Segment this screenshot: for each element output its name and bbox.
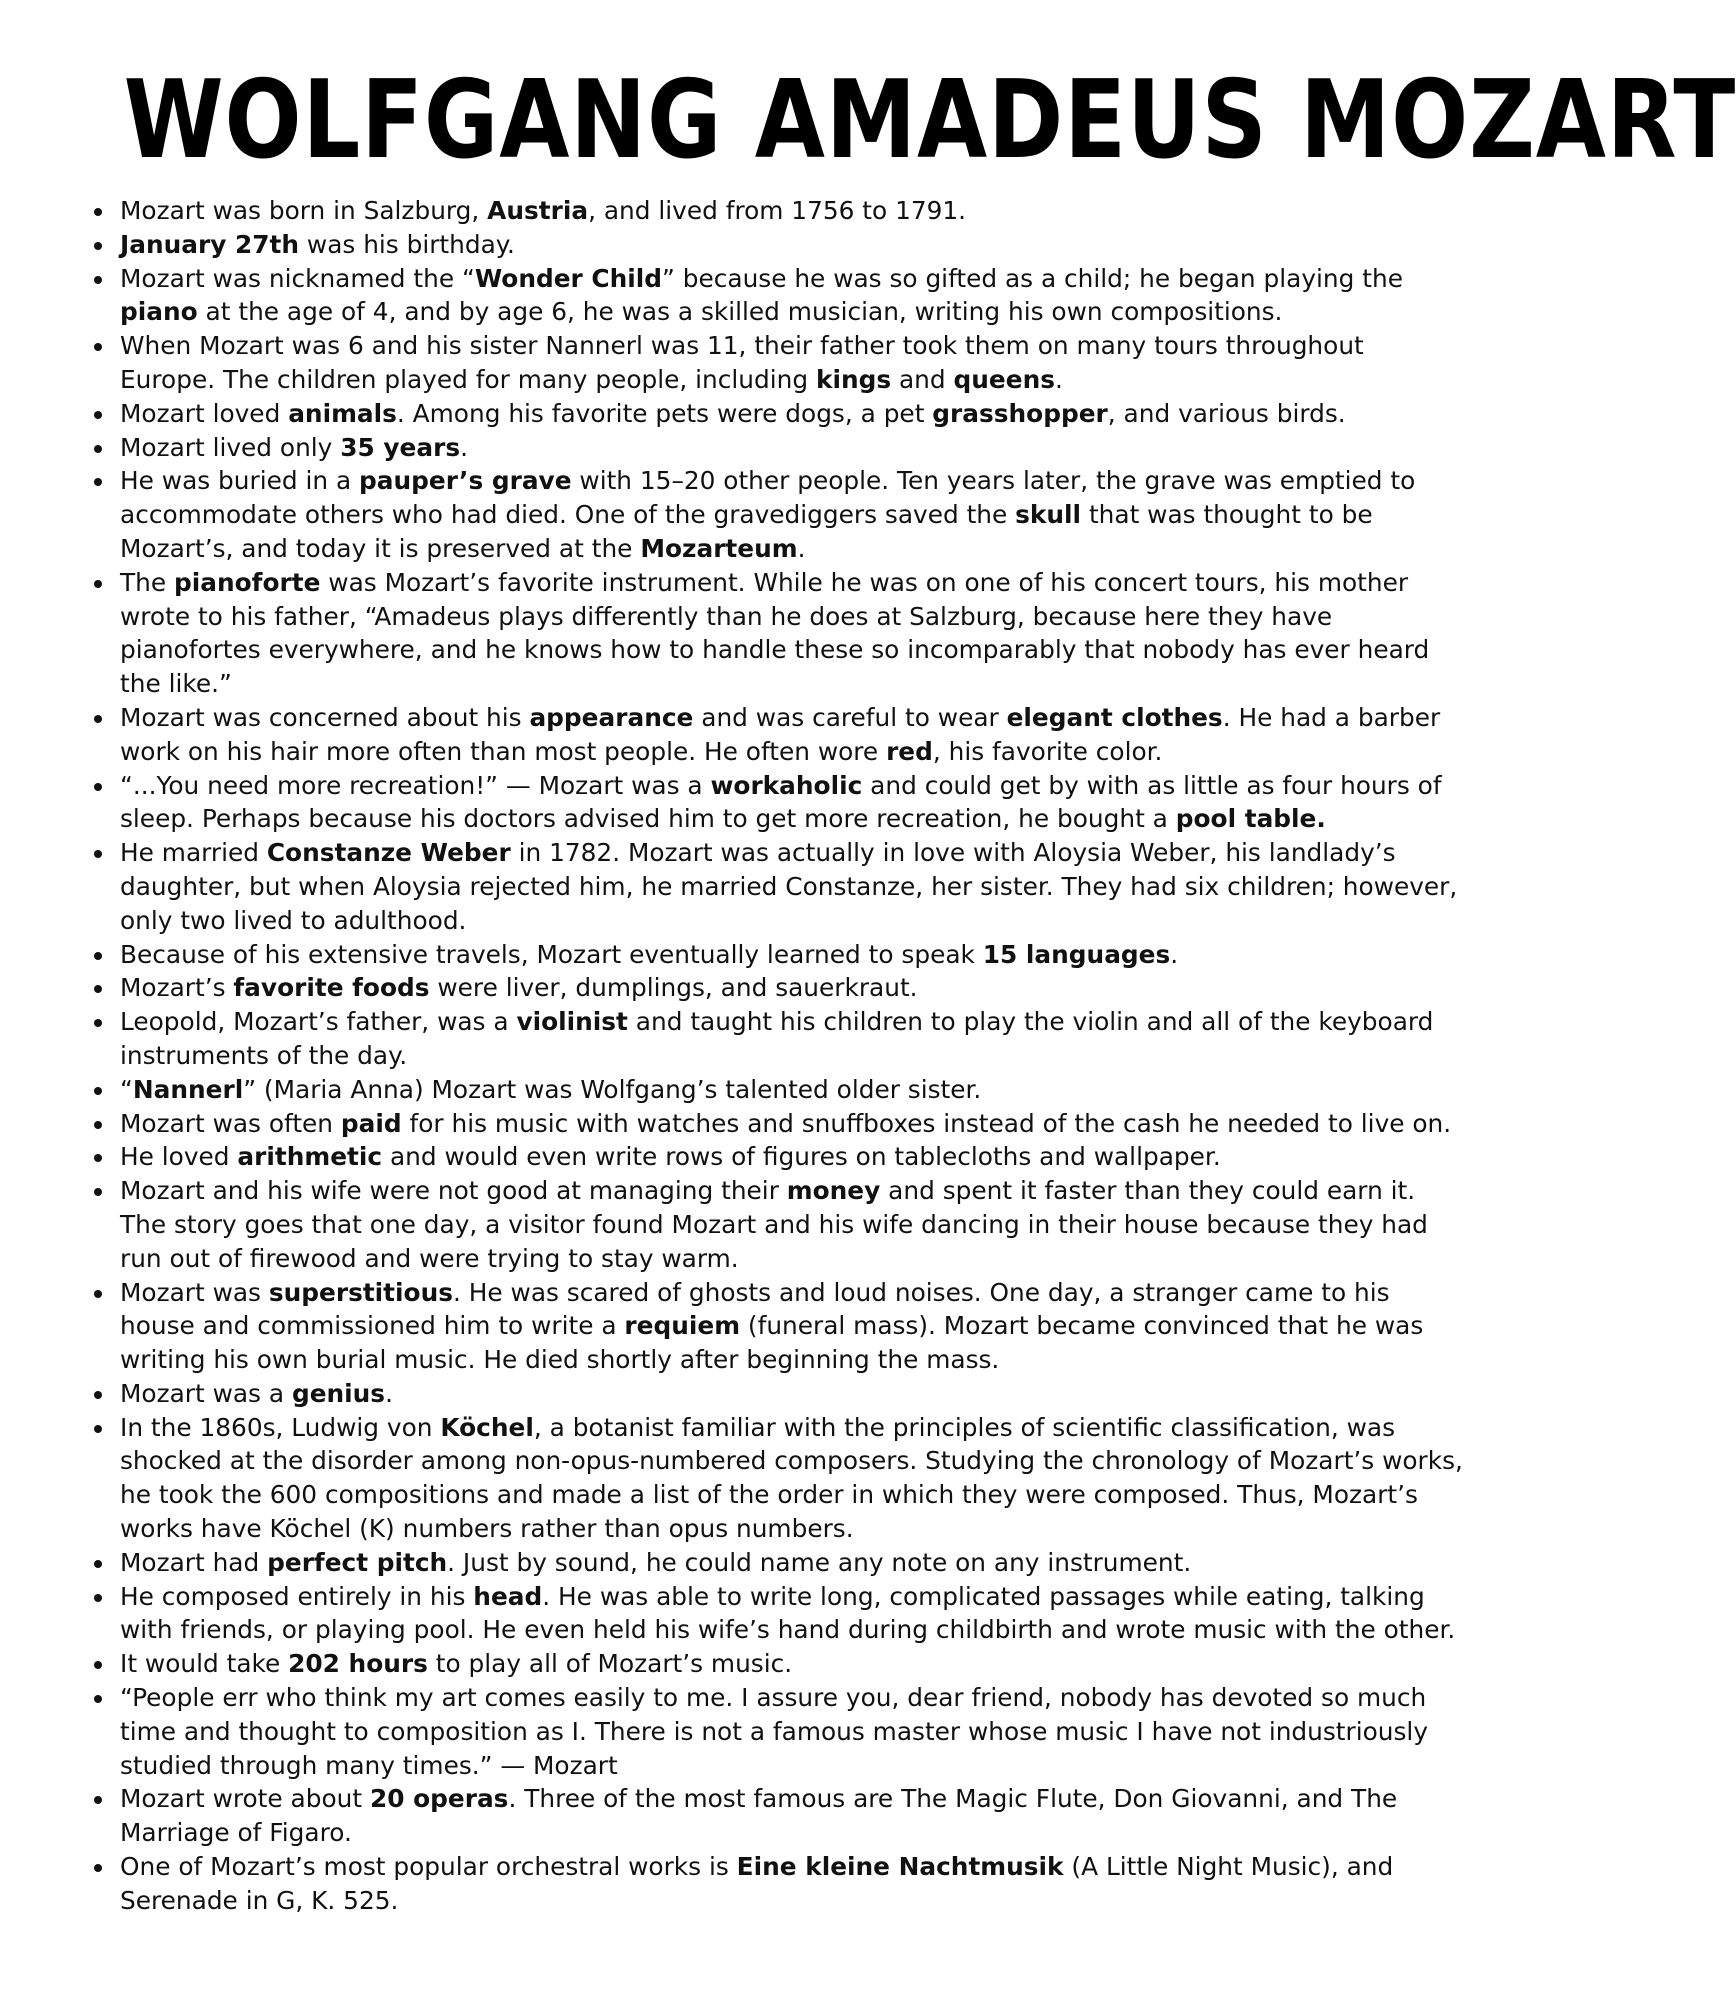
fact-text: (funeral mass). Mozart became convinced that he was writing his own burial music. He died shortly after beginning the mass. <box>120 1311 1424 1375</box>
fact-text: . <box>1054 364 1063 394</box>
fact-text: He composed entirely in his <box>120 1581 474 1611</box>
fact-text: He loved <box>120 1142 238 1172</box>
fact-text: Mozart loved <box>120 398 289 428</box>
fact-bold-text: queens <box>953 364 1055 394</box>
fact-item <box>120 701 1465 769</box>
fact-text: “People err who think my art comes easily to me. I assure you, dear friend, nobody has devoted so much time and thought to composition as I. There is not a famous master whose music I have not industriously studied through many times.” — Mozart <box>120 1683 1428 1780</box>
fact-text: It would take <box>120 1649 289 1679</box>
fact-bold-text: Austria <box>487 196 589 225</box>
fact-bold-text: superstitious <box>268 1277 453 1307</box>
fact-text: Mozart and his wife were not good at managing their <box>120 1176 787 1206</box>
fact-item <box>120 1005 1465 1073</box>
fact-item <box>120 769 1465 837</box>
fact-item <box>120 1546 1465 1580</box>
fact-text: When Mozart was 6 and his sister Nannerl was 11, their father took them on many tours throughout Europe. The children played for many people, including <box>120 331 1364 394</box>
fact-bold-text: elegant clothes <box>1006 702 1223 732</box>
fact-text: “ <box>120 1074 133 1104</box>
fact-bold-text: 20 operas <box>369 1784 509 1814</box>
fact-item <box>120 566 1465 701</box>
fact-bold-text: Wonder Child <box>474 263 663 293</box>
fact-text: Because of his extensive travels, Mozart eventually learned to speak <box>120 939 983 969</box>
fact-text: were liver, dumplings, and sauerkraut. <box>429 973 918 1003</box>
fact-text: In the 1860s, Ludwig von <box>120 1412 441 1442</box>
fact-text: was his birthday. <box>299 229 515 259</box>
fact-text: at the age of 4, and by age 6, he was a skilled musician, writing his own compositions. <box>197 297 1283 327</box>
fact-text: to play all of Mozart’s music. <box>427 1649 793 1679</box>
fact-item <box>120 836 1465 937</box>
fact-bold-text: 15 languages <box>982 939 1171 969</box>
fact-text: Mozart was <box>120 1277 269 1307</box>
fact-text: (A Little Night Music), and Serenade in G, K. 525. <box>120 1852 1394 1915</box>
fact-text: , a botanist familiar with the principles of scientific classification, was shocked at the disorder among non-opus-numbered composers. Studying the chronology of Mozart’s works, he took the 600 compositions and made a list of the order in which they were composed. Thus, Mozart’s works have Köchel (K) numbers rather than opus numbers. <box>120 1412 1463 1544</box>
fact-text: that was thought to be Mozart’s, and today it is preserved at the <box>120 500 1373 563</box>
fact-text: and was careful to wear <box>693 702 1007 732</box>
fact-text: . <box>797 533 806 563</box>
fact-text: . <box>385 1378 393 1408</box>
fact-bold-text: appearance <box>529 702 694 732</box>
fact-bold-text: workaholic <box>710 770 863 800</box>
fact-bold-text: paid <box>340 1108 402 1138</box>
fact-text: and <box>891 364 954 394</box>
fact-item <box>120 262 1465 330</box>
fact-text: . He was scared of ghosts and loud noises. One day, a stranger came to his house and commissioned him to write a <box>120 1277 1390 1341</box>
fact-text: One of Mozart’s most popular orchestral works is <box>120 1852 737 1882</box>
fact-item <box>120 1377 1465 1411</box>
page-title: WOLFGANG AMADEUS MOZART <box>123 58 1736 183</box>
fact-bold-text: skull <box>1015 500 1082 530</box>
fact-text: Mozart lived only <box>120 432 341 462</box>
fact-bold-text: pianoforte <box>174 567 321 597</box>
fact-text: Mozart was often <box>120 1108 341 1138</box>
fact-text: Leopold, Mozart’s father, was a <box>120 1007 517 1037</box>
fact-text: , and various birds. <box>1107 398 1346 428</box>
fact-item <box>120 1174 1465 1275</box>
fact-bold-text: arithmetic <box>237 1142 383 1172</box>
fact-bold-text: requiem <box>624 1311 741 1341</box>
fact-bold-text: genius <box>291 1378 386 1408</box>
fact-item <box>120 1276 1465 1377</box>
fact-text: Mozart had <box>120 1547 268 1577</box>
fact-bold-text: animals <box>288 398 397 428</box>
fact-text: Mozart wrote about <box>120 1784 370 1814</box>
fact-bold-text: kings <box>815 364 892 394</box>
fact-text: The <box>120 567 175 597</box>
fact-bold-text: Constanze Weber <box>266 838 511 868</box>
fact-text: and would even write rows of figures on tablecloths and wallpaper. <box>382 1142 1221 1172</box>
fact-text: Mozart’s <box>120 973 234 1003</box>
fact-item <box>120 938 1465 972</box>
fact-text: , and lived from 1756 to 1791. <box>588 196 967 225</box>
fact-text: and taught his children to play the violin and all of the keyboard instruments of the day. <box>120 1007 1434 1070</box>
fact-bold-text: January 27th <box>120 229 300 259</box>
fact-text: for his music with watches and snuffboxes instead of the cash he needed to live on. <box>401 1108 1452 1138</box>
fact-text: and could get by with as little as four hours of sleep. Perhaps because his doctors advised him to get more recreation, he bought a <box>120 770 1442 834</box>
fact-text: Mozart was nicknamed the “ <box>120 263 475 293</box>
fact-text: . Just by sound, he could name any note on any instrument. <box>447 1547 1192 1577</box>
fact-text: . He had a barber work on his hair more often than most people. He often wore <box>120 702 1441 766</box>
fact-bold-text: pauper’s grave <box>359 466 572 496</box>
fact-item <box>120 1681 1465 1782</box>
fact-bold-text: Eine kleine Nachtmusik <box>736 1852 1064 1882</box>
fact-text: with 15–20 other people. Ten years later, the grave was emptied to accommodate others who had died. One of the gravediggers saved the <box>120 466 1416 530</box>
fact-text: Mozart was concerned about his <box>120 702 530 732</box>
fact-bold-text: 35 years <box>340 432 461 462</box>
fact-bold-text: money <box>786 1176 881 1206</box>
fact-bold-text: favorite foods <box>233 973 430 1003</box>
fact-item <box>120 1073 1465 1107</box>
fact-item <box>120 464 1465 565</box>
fact-text: ” because he was so gifted as a child; he began playing the <box>662 263 1403 293</box>
fact-text: Mozart was a <box>120 1378 292 1408</box>
fact-text: . <box>1170 939 1179 969</box>
fact-text: ” (Maria Anna) Mozart was Wolfgang’s talented older sister. <box>243 1074 982 1104</box>
fact-bold-text: pool table. <box>1175 804 1326 834</box>
fact-bold-text: perfect pitch <box>267 1547 448 1577</box>
fact-item <box>120 431 1465 465</box>
fact-item <box>120 228 1465 262</box>
fact-text: . Among his favorite pets were dogs, a pet <box>396 398 933 428</box>
fact-bold-text: violinist <box>516 1007 628 1037</box>
fact-item <box>120 1107 1465 1141</box>
fact-bold-text: head <box>473 1581 543 1611</box>
fact-item <box>120 1580 1465 1648</box>
fact-bold-text: 202 hours <box>288 1649 428 1679</box>
fact-text: He married <box>120 838 267 868</box>
fact-item <box>120 397 1465 431</box>
fact-text: in 1782. Mozart was actually in love with Aloysia Weber, his landlady’s daughter, but when Aloysia rejected him, he married Constanze, her sister. They had six children; however, only two lived to adulthood. <box>120 838 1458 935</box>
fact-text: He was buried in a <box>120 466 360 496</box>
fact-item <box>120 971 1465 1005</box>
fact-bold-text: piano <box>120 297 198 327</box>
fact-item <box>120 1140 1465 1174</box>
fact-item <box>120 1850 1465 1918</box>
fact-bold-text: Mozarteum <box>640 533 798 563</box>
fact-text: . Three of the most famous are The Magic Flute, Don Giovanni, and The Marriage of Figaro. <box>120 1784 1398 1848</box>
fact-bold-text: grasshopper <box>932 398 1108 428</box>
fact-text: “...You need more recreation!” — Mozart was a <box>120 770 711 800</box>
fact-item <box>120 329 1465 397</box>
fact-bold-text: Nannerl <box>132 1074 244 1104</box>
fact-item <box>120 1782 1465 1850</box>
fact-text: . <box>460 432 468 462</box>
fact-item <box>120 1411 1465 1546</box>
fact-bold-text: Köchel <box>440 1412 534 1442</box>
fact-list <box>120 194 1465 1918</box>
fact-item <box>120 194 1465 228</box>
fact-bold-text: red <box>886 736 933 766</box>
fact-text: Mozart was born in Salzburg, <box>120 196 488 225</box>
fact-item <box>120 1647 1465 1681</box>
fact-text: , his favorite color. <box>932 736 1163 766</box>
fact-text: and spent it faster than they could earn it. The story goes that one day, a visitor found Mozart and his wife dancing in their house because they had run out of firewood and were trying to stay warm. <box>120 1176 1428 1273</box>
fact-text: was Mozart’s favorite instrument. While he was on one of his concert tours, his mother wrote to his father, “Amadeus plays differently than he does at Salzburg, because here they have pianofortes everywhere, and he knows how to handle these so incomparably that nobody has ever heard the like.” <box>120 567 1430 699</box>
fact-text: . He was able to write long, complicated passages while eating, talking with friends, or playing pool. He even held his wife’s hand during childbirth and wrote music with the other. <box>120 1581 1456 1645</box>
